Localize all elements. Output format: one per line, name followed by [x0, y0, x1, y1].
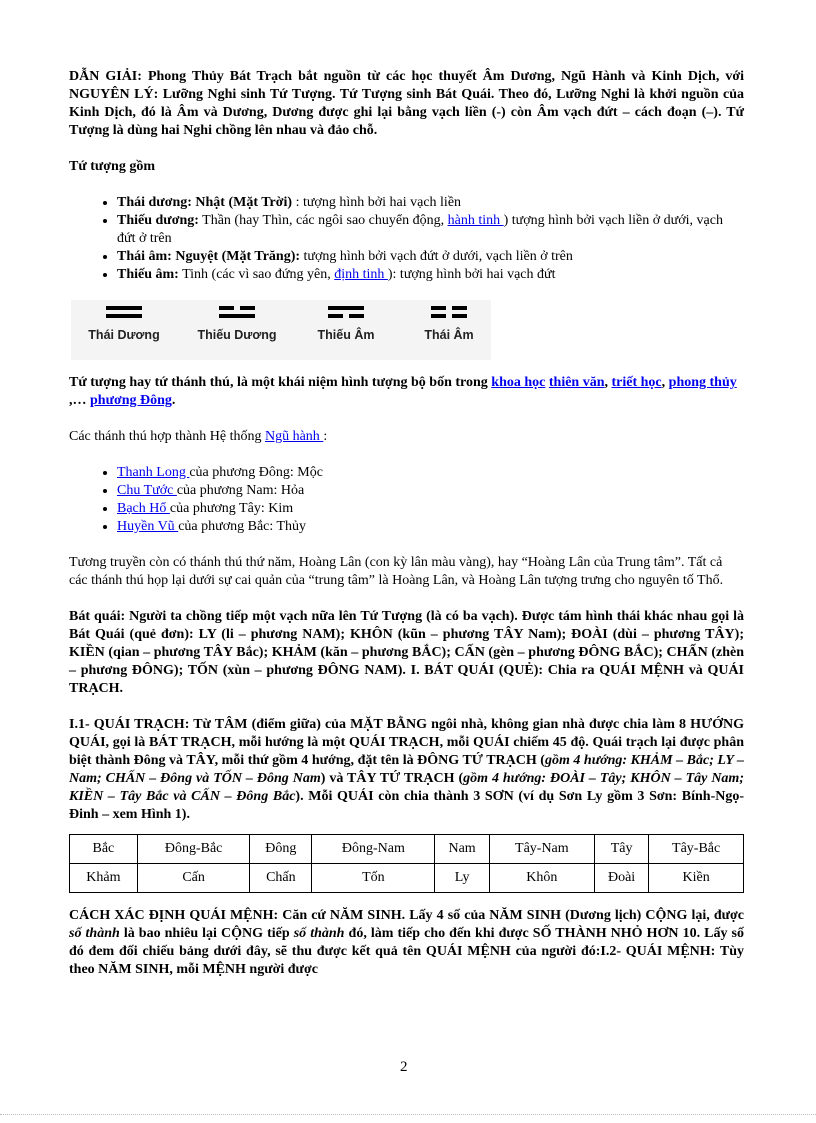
link-thien-van[interactable]: thiên văn — [548, 375, 605, 390]
link-bach-ho[interactable]: Bạch Hổ — [117, 501, 170, 516]
link-phuong-dong[interactable]: phương Đông — [90, 393, 172, 408]
four-symbols-figure — [71, 300, 491, 360]
table-cell: Đông-Bắc — [137, 835, 250, 864]
link-ngu-hanh[interactable]: Ngũ hành — [264, 429, 324, 444]
table-cell: Khảm — [70, 864, 138, 893]
bars-icon — [306, 306, 386, 318]
table-cell: Đoài — [594, 864, 648, 893]
bars-icon — [189, 306, 285, 318]
tu-tuong-intro: Tứ tượng gồm — [69, 159, 156, 174]
link-chu-tuoc[interactable]: Chu Tước — [117, 483, 177, 498]
bars-icon — [409, 306, 489, 318]
table-cell: Tây-Bắc — [649, 835, 744, 864]
separator: ,… — [69, 393, 90, 408]
list-item — [117, 500, 744, 518]
table-row-quai — [70, 864, 744, 893]
beasts-list — [69, 464, 744, 536]
table-row-directions — [70, 835, 744, 864]
italic-text: số thành — [293, 926, 345, 941]
text: của phương Đông: Mộc — [189, 465, 323, 480]
text: là bao nhiêu lại CỘNG tiếp — [119, 926, 294, 941]
bat-quai-paragraph: Bát quái: Người ta chồng tiếp một vạch nữa lên Tứ Tượng (là có ba vạch). Được tám hình thái khác nhau gọi là Bát Quái (quẻ đơn): LY (li – phương NAM); KHÔN (kũn – phương TÂY Nam); ĐOÀI (dùi – phương TÂY); KIỀN (qian – phương TÂY Bắc); KHẢM (kăn – phương BẮC); CẤN (gèn – phương ĐÔNG BẮC); CHẤN (zhèn – phương ĐÔNG); TỐN (xùn – phương ĐÔNG NAM). I. BÁT QUÁI (QUẺ): Chia ra QUÁI MỆNH và QUÁI TRẠCH. — [69, 609, 744, 696]
symbol-thieu-am — [306, 306, 386, 344]
tu-tuong-desc — [69, 374, 744, 410]
symbol-label: Thiếu Âm — [317, 328, 375, 342]
text: của phương Bắc: Thủy — [178, 519, 307, 534]
link-triet-hoc[interactable]: triết học — [611, 375, 662, 390]
symbol-label: Thiếu Dương — [197, 328, 277, 342]
separator: , — [604, 375, 612, 390]
table-cell: Tốn — [312, 864, 435, 893]
desc: Thần (hay Thìn, các ngôi sao chuyển động, — [198, 213, 448, 228]
symbol-label: Thái Âm — [424, 328, 474, 342]
term: Thiếu dương: — [117, 213, 199, 228]
period: . — [171, 393, 176, 408]
table-cell: Bắc — [70, 835, 138, 864]
text: Các thánh thú hợp thành Hệ thống — [69, 429, 265, 444]
table-cell: Nam — [435, 835, 489, 864]
list-item — [117, 212, 744, 248]
table-cell: Ly — [435, 864, 489, 893]
intro-paragraph — [69, 68, 744, 140]
link-khoa-hoc[interactable]: khoa học — [491, 375, 546, 390]
symbol-thai-duong — [79, 306, 169, 344]
link-phong-thuy[interactable]: phong thủy — [668, 375, 737, 390]
term: Thái âm: Nguyệt (Mặt Trăng): — [117, 249, 301, 264]
text: của phương Nam: Hỏa — [176, 483, 305, 498]
text: CÁCH XÁC ĐỊNH QUÁI MỆNH: Căn cứ NĂM SINH. Lấy 4 số của NĂM SINH (Dương lịch) CỘNG lại, được — [69, 908, 744, 923]
text: ) và TÂY TỨ TRẠCH ( — [320, 771, 464, 786]
table-cell: Cấn — [137, 864, 250, 893]
link-thanh-long[interactable]: Thanh Long — [117, 465, 190, 480]
legend-paragraph: Tương truyền còn có thánh thú thứ năm, Hoàng Lân (con kỳ lân màu vàng), hay “Hoàng Lân của Trung tâm”. Tất cả các thánh thú họp lại dưới sự cai quản của “trung tâm” là Hoàng Lân, và Hoàng Lân tượng trưng cho nguyên tố Thổ. — [69, 555, 724, 588]
symbol-thieu-duong — [189, 306, 285, 344]
ngu-hanh-intro — [69, 428, 744, 446]
desc: ): tượng hình bởi hai vạch đứt — [387, 267, 556, 282]
tu-tuong-list — [69, 194, 744, 284]
table-cell: Tây-Nam — [489, 835, 594, 864]
list-item — [117, 266, 744, 284]
quai-trach-paragraph — [69, 716, 744, 824]
text: I.1- QUÁI TRẠCH: Từ TÂM (điểm giữa) của MẶT BẰNG ngôi nhà, không gian nhà được chia làm 8 HƯỚNG QUÁI, gọi là BÁT TRẠCH, mỗi hướng là một QUÁI TRẠCH, mỗi QUÁI chiếm 45 độ. Quái trạch lại được phân biệt thành Đông và TÂY, mỗi thứ gồm 4 hướng, đặt tên là ĐÔNG TỨ TRẠCH ( — [69, 717, 744, 768]
page-number: 2 — [400, 1059, 408, 1075]
symbol-thai-am — [409, 306, 489, 344]
table-cell: Khôn — [489, 864, 594, 893]
link-hanh-tinh[interactable]: hành tinh — [447, 213, 504, 228]
text: ). Mỗi QUÁI còn chia thành 3 SƠN (ví dụ Sơn Ly gồm 3 Sơn: Bính-Ngọ-Đinh – xem Hình 1). — [69, 789, 744, 822]
italic-text: số thành — [69, 926, 120, 941]
table-cell: Đông — [250, 835, 312, 864]
document-page — [69, 68, 744, 979]
table-cell: Đông-Nam — [312, 835, 435, 864]
italic-text: gồm 4 hướng: ĐOÀI – Tây; KHÔN – Tây Nam; KIỀN – Tây Bắc và CẤN – Đông Bắc — [69, 771, 744, 804]
link-dinh-tinh[interactable]: định tinh — [334, 267, 388, 282]
intro-text: Phong Thủy Bát Trạch bắt nguồn từ các học thuyết Âm Dương, Ngũ Hành và Kinh Dịch, với NGUYÊN LÝ: Lưỡng Nghi sinh Tứ Tượng. Tứ Tượng sinh Bát Quái. Theo đó, Lưỡng Nghi là khởi nguồn của Kinh Dịch, đó là Âm và Dương, Dương được ghi lại bằng vạch liền (-) còn Âm vạch đứt – cách đoạn (–). Tứ Tượng là dùng hai Nghi chồng lên nhau và đảo chỗ. — [69, 69, 745, 138]
list-item — [117, 248, 744, 266]
list-item — [117, 482, 744, 500]
italic-text: gồm 4 hướng: KHẢM – Bắc; LY – Nam; CHẤN – Đông và TỐN – Đông Nam — [69, 753, 744, 786]
desc: tượng hình bởi vạch đứt ở dưới, vạch liền ở trên — [300, 249, 573, 264]
list-item — [117, 464, 744, 482]
intro-heading: DẪN GIẢI: — [69, 69, 142, 84]
direction-table — [69, 834, 744, 893]
bars-icon — [79, 306, 169, 318]
table-cell: Chấn — [250, 864, 312, 893]
quai-menh-paragraph — [69, 907, 744, 979]
table-cell: Kiền — [649, 864, 744, 893]
term: Thái dương: Nhật (Mặt Trời) — [117, 195, 293, 210]
table-cell: Tây — [594, 835, 648, 864]
list-item — [117, 194, 744, 212]
term: Thiếu âm: — [117, 267, 179, 282]
symbol-label: Thái Dương — [88, 328, 160, 342]
text: đó, làm tiếp cho đến khi được SỐ THÀNH NHỎ HƠN 10. Lấy số đó đem đối chiếu bảng dưới đây, sẽ thu được kết quả tên QUÁI MỆNH của người đó:I.2- QUÁI MỆNH: Tùy theo NĂM SINH, mỗi MỆNH người được — [69, 926, 744, 977]
text: : — [323, 429, 328, 444]
desc-text: Tứ tượng hay tứ thánh thú, là một khái niệm hình tượng bộ bốn trong — [69, 375, 492, 390]
page-bottom-divider — [0, 1114, 816, 1115]
desc: ) tượng hình bởi vạch liền ở dưới, vạch đứt ở trên — [117, 213, 723, 246]
separator: , — [661, 375, 669, 390]
link-huyen-vu[interactable]: Huyền Vũ — [117, 519, 179, 534]
text: của phương Tây: Kim — [169, 501, 294, 516]
desc: : tượng hình bởi hai vạch liền — [292, 195, 462, 210]
desc: Tinh (các vì sao đứng yên, — [178, 267, 335, 282]
list-item — [117, 518, 744, 536]
